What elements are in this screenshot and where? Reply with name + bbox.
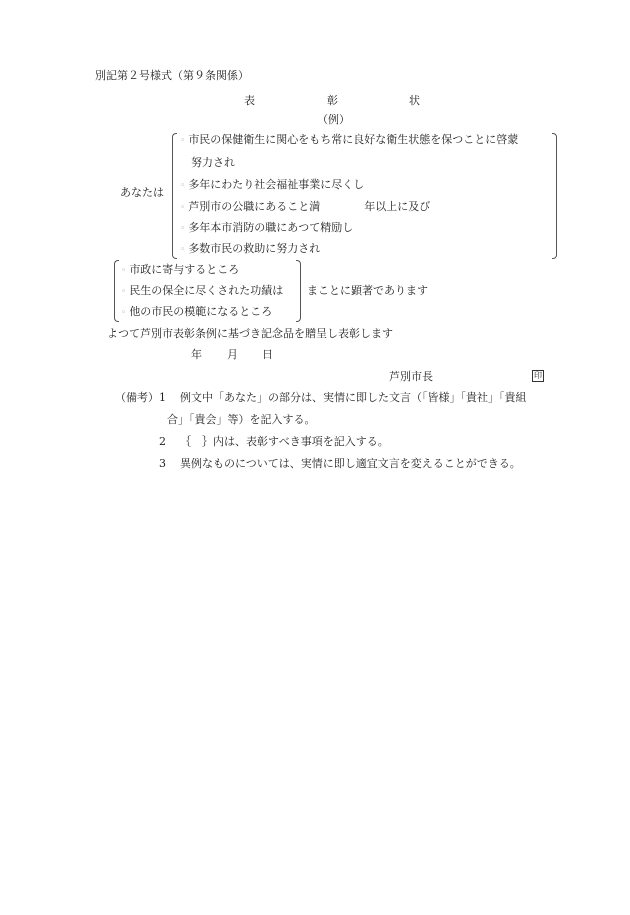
merit-text: 多数市民の救助に努力され — [188, 242, 321, 255]
doc-title-char-3: 状 — [409, 94, 420, 107]
merit-item-4 — [180, 222, 353, 234]
result-text: 市政に寄与するところ — [129, 263, 240, 276]
results-suffix: まことに顕著であります — [307, 284, 428, 297]
merit-item-2 — [180, 179, 364, 191]
addressee: あなたは — [120, 186, 164, 199]
date-month-label: 月 — [227, 348, 238, 361]
signer: 芦別市長 — [389, 370, 433, 383]
merit-item-5 — [180, 243, 320, 255]
form-title: 別記第２号様式（第９条関係） — [95, 69, 249, 82]
results-right-brace — [296, 260, 301, 322]
result-text: 他の市民の模範になるところ — [129, 305, 273, 318]
result-item-3 — [121, 306, 272, 318]
merit-item-1-cont: 努力され — [191, 156, 235, 169]
bullet-icon: ◦ — [180, 224, 186, 234]
merit-item-1 — [180, 134, 518, 146]
merit-item-3 — [180, 201, 430, 213]
merits-left-brace — [172, 133, 177, 259]
bullet-icon: ◦ — [121, 308, 127, 318]
result-text: 民生の保全に尽くされた功績は — [129, 284, 284, 297]
note-3-text: 異例なものについては、実情に即し適宜文言を変えることができる。 — [180, 457, 521, 470]
merit-text: 多年本市消防の職にあつて精励し — [188, 221, 354, 234]
example-label: （例） — [317, 113, 350, 126]
note-1-text: 例文中「あなた」の部分は、実情に即した文言（「皆様」「貴社」「貴組 — [180, 391, 527, 404]
merit-text: 多年にわたり社会福祉事業に尽くし — [188, 178, 365, 191]
note-2-text: ｛ ｝内は、表彰すべき事項を記入する。 — [180, 435, 389, 448]
doc-title-char-2: 彰 — [327, 94, 338, 107]
doc-title-char-1: 表 — [244, 94, 255, 107]
seal-icon: 印 — [534, 371, 542, 380]
merits-right-brace — [552, 133, 557, 259]
closing-text: よつて芦別市表彰条例に基づき記念品を贈呈し表彰します — [107, 327, 393, 340]
bullet-icon: ◦ — [121, 266, 127, 276]
result-item-2 — [121, 285, 283, 297]
bullet-icon: ◦ — [180, 181, 186, 191]
note-1-continuation: 合」「貴会」等）を記入する。 — [167, 413, 316, 426]
date-day-label: 日 — [262, 348, 273, 361]
bullet-icon: ◦ — [121, 287, 127, 297]
note-1-number: 1 — [159, 391, 166, 404]
results-left-brace — [114, 260, 119, 322]
notes-label: （備考） — [115, 391, 159, 404]
note-2-number: 2 — [159, 435, 166, 448]
date-year-label: 年 — [191, 348, 202, 361]
bullet-icon: ◦ — [180, 136, 186, 146]
bullet-icon: ◦ — [180, 245, 186, 255]
merit-text: 芦別市の公職にあること満 年以上に及び — [188, 200, 431, 213]
result-item-1 — [121, 264, 239, 276]
seal-mark — [532, 369, 544, 382]
note-3-number: 3 — [159, 457, 166, 470]
bullet-icon: ◦ — [180, 203, 186, 213]
merit-text: 市民の保健衛生に関心をもち常に良好な衛生状態を保つことに啓蒙 — [188, 133, 519, 146]
